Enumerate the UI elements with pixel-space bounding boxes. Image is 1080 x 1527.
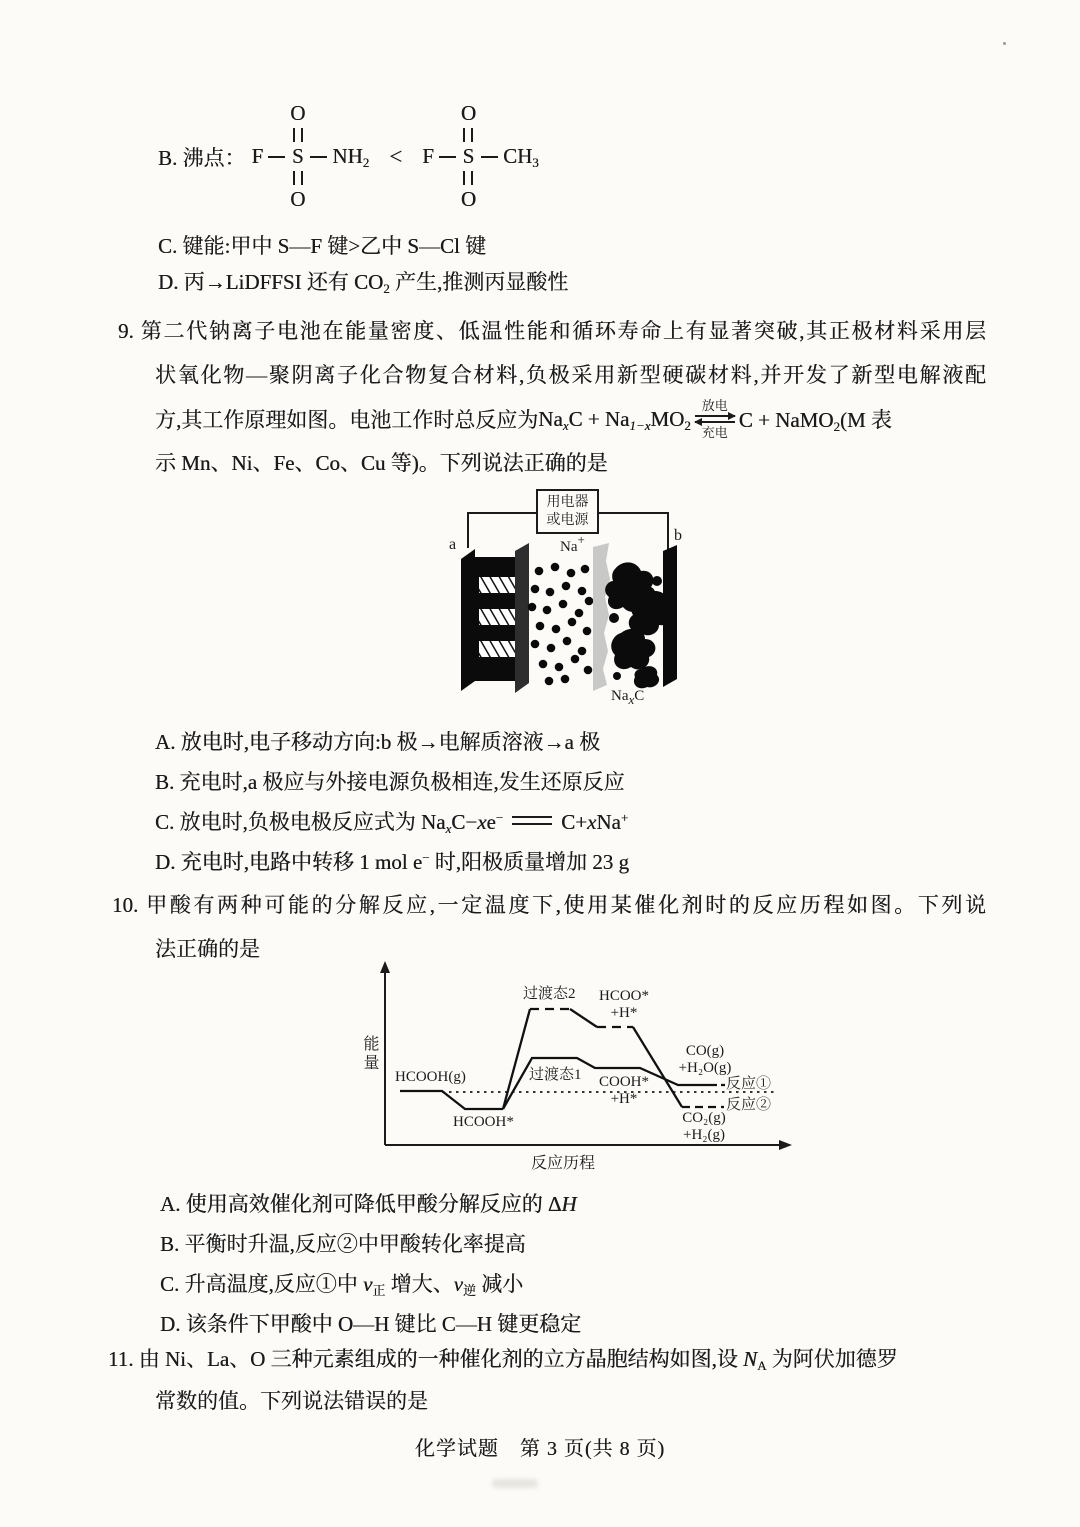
scan-speck: [1003, 42, 1006, 45]
atom-o-bottom: O: [460, 187, 477, 211]
q9-options: [155, 722, 629, 882]
atom-s: S: [462, 144, 475, 168]
device-box-line1: 用电器: [546, 494, 589, 510]
reverse-arrow: [695, 421, 735, 423]
hcooh-g-label: HCOOH(g): [395, 1069, 466, 1085]
atom-o-top: O: [460, 101, 477, 125]
atom-f: F: [422, 144, 434, 168]
q10-line-1: 10. 甲酸有两种可能的分解反应,一定温度下,使用某催化剂时的反应历程如图。下列说: [112, 893, 986, 917]
q10-option-b: B. 平衡时升温,反应②中甲酸转化率提高: [160, 1232, 526, 1256]
electrode-a-label: a: [449, 536, 457, 553]
q9-reaction-left: $Na_xC + Na_{1-x}MO_2$: [538, 406, 691, 433]
ts1-label: 过渡态1: [529, 1067, 582, 1083]
atom-f: F: [251, 144, 264, 168]
q9-reaction-right: C + NaMO$_2$(M 表: [738, 408, 892, 434]
electrode-b-plate: [663, 545, 677, 687]
reaction1-label: 反应①: [726, 1076, 772, 1092]
q8-option-c: C. 键能:甲中 S—F 键>乙中 S—Cl 键: [158, 234, 487, 258]
q8-option-d: D. 丙→LiDFFSI 还有 $CO_2$ 产生,推测丙显酸性: [158, 270, 569, 296]
electrode-a-plate: [461, 549, 475, 691]
q9-option-d: D. 充电时,电路中转移 1 mol e− 时,阳极质量增加 23 g: [155, 850, 629, 874]
sulfonyl-core: [461, 102, 476, 211]
q9-option-b: B. 充电时,a 极应与外接电源负极相连,发生还原反应: [155, 770, 625, 794]
atom-o-top: O: [290, 101, 306, 125]
device-box-label: [537, 490, 598, 533]
single-bond: [481, 156, 498, 158]
hcooh-ads-label: HCOOH*: [453, 1114, 514, 1130]
electrode-b-label: b: [674, 527, 682, 544]
q9-line-2: 状氧化物—聚阴离子化合物复合材料,负极采用新型硬碳材料,并开发了新型电解液配: [155, 363, 986, 387]
q8-option-b: [158, 102, 545, 211]
molecule-fso2ch3: [422, 102, 539, 211]
group-nh2: $NH_2$: [332, 144, 370, 170]
q9-line-4: 示 Mn、Ni、Fe、Co、Cu 等)。下列说法正确的是: [155, 451, 608, 475]
cooh-h-label: COOH* +H*: [598, 1074, 649, 1107]
q10-option-d: D. 该条件下甲酸中 O—H 键比 C—H 键更稳定: [160, 1312, 582, 1336]
q10-option-a: A. 使用高效催化剂可降低甲酸分解反应的 ΔH: [160, 1192, 577, 1216]
q10-options: [160, 1184, 581, 1344]
atom-s: S: [291, 144, 304, 168]
layered-cathode-material: [475, 557, 517, 681]
na-ion-label: Na+: [560, 532, 585, 555]
wire-right: [598, 513, 668, 557]
molecule-fso2nh2: [252, 102, 370, 211]
battery-figure: [435, 483, 695, 713]
naxc-label: $Na_xC$: [611, 688, 645, 707]
less-than-sign: <: [389, 143, 403, 169]
q9-option-c: C. 放电时,负极电极反应式为 $Na_xC-xe^-$ C+xNa+: [155, 810, 629, 836]
hcoo-h-label: HCOO* +H*: [598, 988, 649, 1021]
q9-option-a: A. 放电时,电子移动方向:b 极→电解质溶液→a 极: [155, 730, 601, 754]
reaction-progress-axis-label: 反应历程: [531, 1155, 596, 1172]
ts2-label: 过渡态2: [523, 986, 576, 1002]
double-bond: [293, 128, 303, 142]
discharge-label: 放电: [701, 398, 728, 413]
sulfonyl-core: [290, 102, 305, 211]
double-bond: [463, 171, 473, 185]
hard-carbon-anode-material: [605, 562, 672, 688]
single-bond: [268, 156, 285, 158]
q9-stem: [118, 309, 986, 485]
electrolyte-ions: [528, 563, 594, 686]
q10-option-c: C. 升高温度,反应①中 $v_正$ 增大、$v_逆$ 减小: [160, 1272, 524, 1298]
reaction2-label: 反应②: [726, 1097, 772, 1113]
page-footer: 化学试题 第 3 页(共 8 页): [414, 1438, 666, 1460]
q11-line-2: 常数的值。下列说法错误的是: [155, 1389, 428, 1413]
atom-o-bottom: O: [290, 187, 306, 211]
cathode-surface-plate: [515, 543, 529, 693]
q8-option-b-label: B. 沸点：: [158, 145, 246, 170]
equilibrium-arrows: [695, 415, 735, 423]
q9-line-3-text: 方,其工作原理如图。电池工作时总反应为: [155, 408, 539, 432]
q9-line-1: 9. 第二代钠离子电池在能量密度、低温性能和循环寿命上有显著突破,其正极材料采用层: [118, 319, 986, 343]
q11-stem: [108, 1338, 988, 1422]
energy-profile-figure: [355, 955, 825, 1190]
charge-label: 充电: [701, 425, 728, 440]
single-bond: [439, 156, 456, 158]
separator: [593, 543, 610, 691]
q11-line-1: 11. 由 Ni、La、O 三种元素组成的一种催化剂的立方晶胞结构如图,设 $N_A$ 为阿伏加德罗: [108, 1347, 898, 1373]
forward-arrow: [695, 415, 735, 417]
single-bond: [310, 156, 327, 158]
q10-line-2: 法正确的是: [155, 937, 260, 961]
scan-smudge: [492, 1479, 538, 1488]
double-bond: [463, 128, 473, 142]
energy-axis-label: 能量: [361, 1035, 378, 1073]
co2-h2-label: CO₂(g) +H₂(g): [682, 1110, 726, 1143]
co-h2o-label: CO(g) +H₂O(g): [678, 1043, 732, 1076]
group-ch3: $CH_3$: [503, 144, 539, 170]
q9-line-3: [118, 397, 986, 441]
wire-left: [468, 513, 537, 548]
equilibrium-discharge-charge: [695, 398, 735, 440]
device-box-line2: 或电源: [546, 512, 589, 528]
double-bond: [293, 171, 303, 185]
